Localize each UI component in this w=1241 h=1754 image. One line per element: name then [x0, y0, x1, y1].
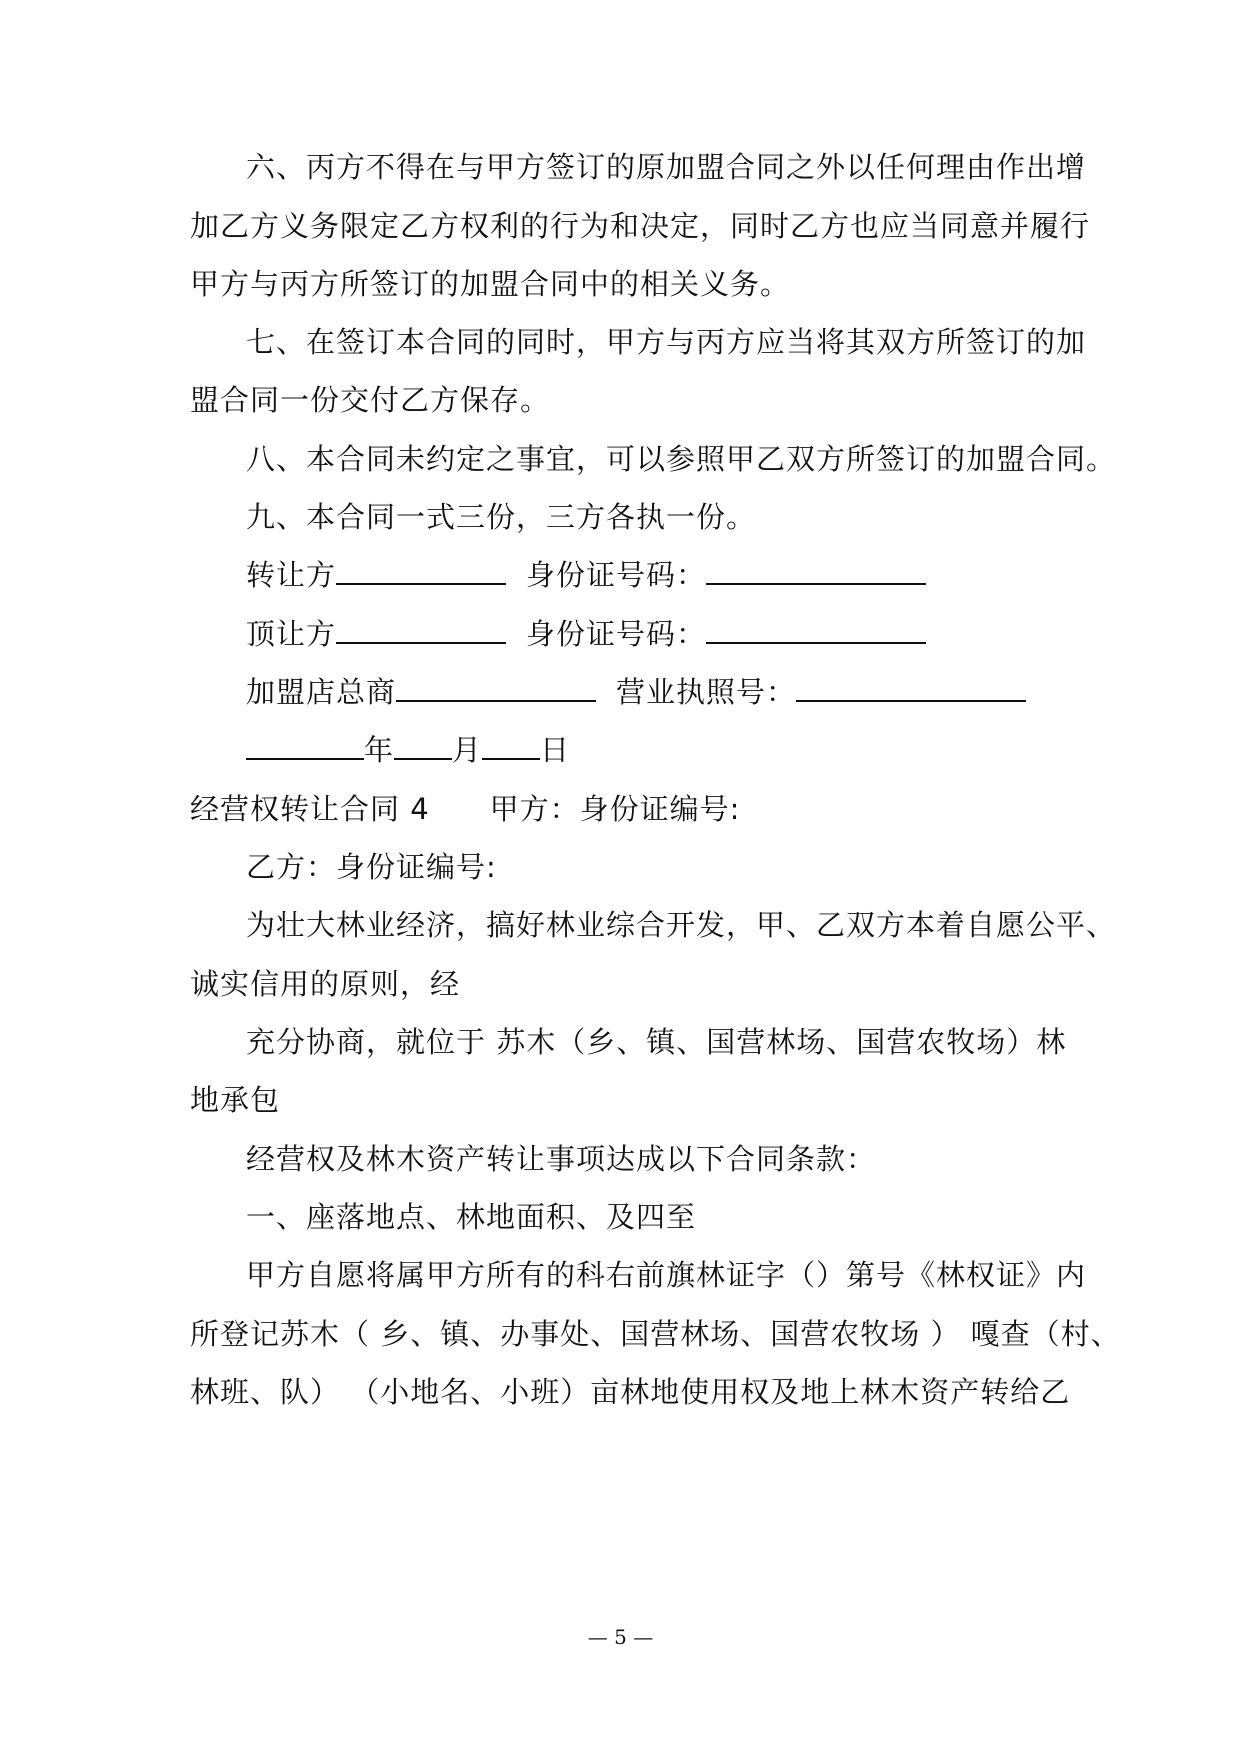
- paragraph-line: 充分协商，就位于 苏木（乡、镇、国营林场、国营农牧场）林: [246, 1025, 1067, 1059]
- paragraph-line: 所登记苏木（ 乡、镇、办事处、国营林场、国营农牧场 ） 嘎查（村、: [190, 1317, 1121, 1351]
- signature-transferor: [246, 555, 926, 595]
- signature-label: 转让方: [246, 558, 337, 592]
- contract4-heading: [190, 789, 740, 829]
- month-blank: [394, 732, 452, 760]
- paragraph-line: 七、在签订本合同的同时，甲方与丙方应当将其双方所签订的加: [246, 325, 1087, 359]
- month-label: 月: [452, 733, 483, 767]
- page-number: — 5 —: [587, 1625, 654, 1649]
- date-line: [246, 730, 570, 770]
- paragraph-line: 盟合同一份交付乙方保存。: [190, 383, 551, 417]
- paragraph-line: 为壮大林业经济，搞好林业综合开发，甲、乙双方本着自愿公平、: [246, 908, 1117, 942]
- paragraph-line: 六、丙方不得在与甲方签订的原加盟合同之外以任何理由作出增: [246, 150, 1087, 184]
- signature-label: 加盟店总商: [246, 675, 397, 709]
- paragraph-line: 林班、队） （小地名、小班）亩林地使用权及地上林木资产转给乙: [190, 1375, 1071, 1409]
- id-blank: [706, 616, 926, 644]
- id-label: 身份证号码：: [526, 558, 707, 592]
- day-label: 日: [540, 733, 571, 767]
- party-b-label: 乙方：身份证编号:: [246, 850, 497, 884]
- signature-blank: [336, 557, 506, 585]
- signature-transferee: [246, 614, 926, 654]
- paragraph-line: 甲方与丙方所签订的加盟合同中的相关义务。: [190, 267, 791, 301]
- paragraph-line: 甲方自愿将属甲方所有的科右前旗林证字（）第号《林权证》内: [246, 1258, 1087, 1292]
- year-label: 年: [364, 733, 395, 767]
- id-blank: [706, 557, 926, 585]
- paragraph-line: 加乙方义务限定乙方权利的行为和决定，同时乙方也应当同意并履行: [190, 209, 1091, 243]
- id-label: 身份证号码：: [526, 617, 707, 651]
- paragraph-line: 九、本合同一式三份，三方各执一份。: [246, 500, 757, 534]
- paragraph-line: 经营权及林木资产转让事项达成以下合同条款：: [246, 1142, 877, 1176]
- signature-blank: [336, 616, 506, 644]
- license-label: 营业执照号：: [616, 675, 797, 709]
- section-heading: 一、座落地点、林地面积、及四至: [246, 1200, 697, 1234]
- year-blank: [246, 732, 364, 760]
- contract-title: 经营权转让合同 4: [190, 792, 430, 826]
- paragraph-line: 八、本合同未约定之事宜，可以参照甲乙双方所签订的加盟合同。: [246, 442, 1117, 476]
- signature-label: 顶让方: [246, 617, 337, 651]
- signature-blank: [396, 674, 596, 702]
- license-blank: [796, 674, 1026, 702]
- party-a-label: 甲方：身份证编号:: [489, 792, 741, 826]
- paragraph-line: 地承包: [190, 1083, 281, 1117]
- signature-franchisor: [246, 672, 1026, 712]
- paragraph-line: 诚实信用的原则，经: [190, 967, 461, 1001]
- day-blank: [482, 732, 540, 760]
